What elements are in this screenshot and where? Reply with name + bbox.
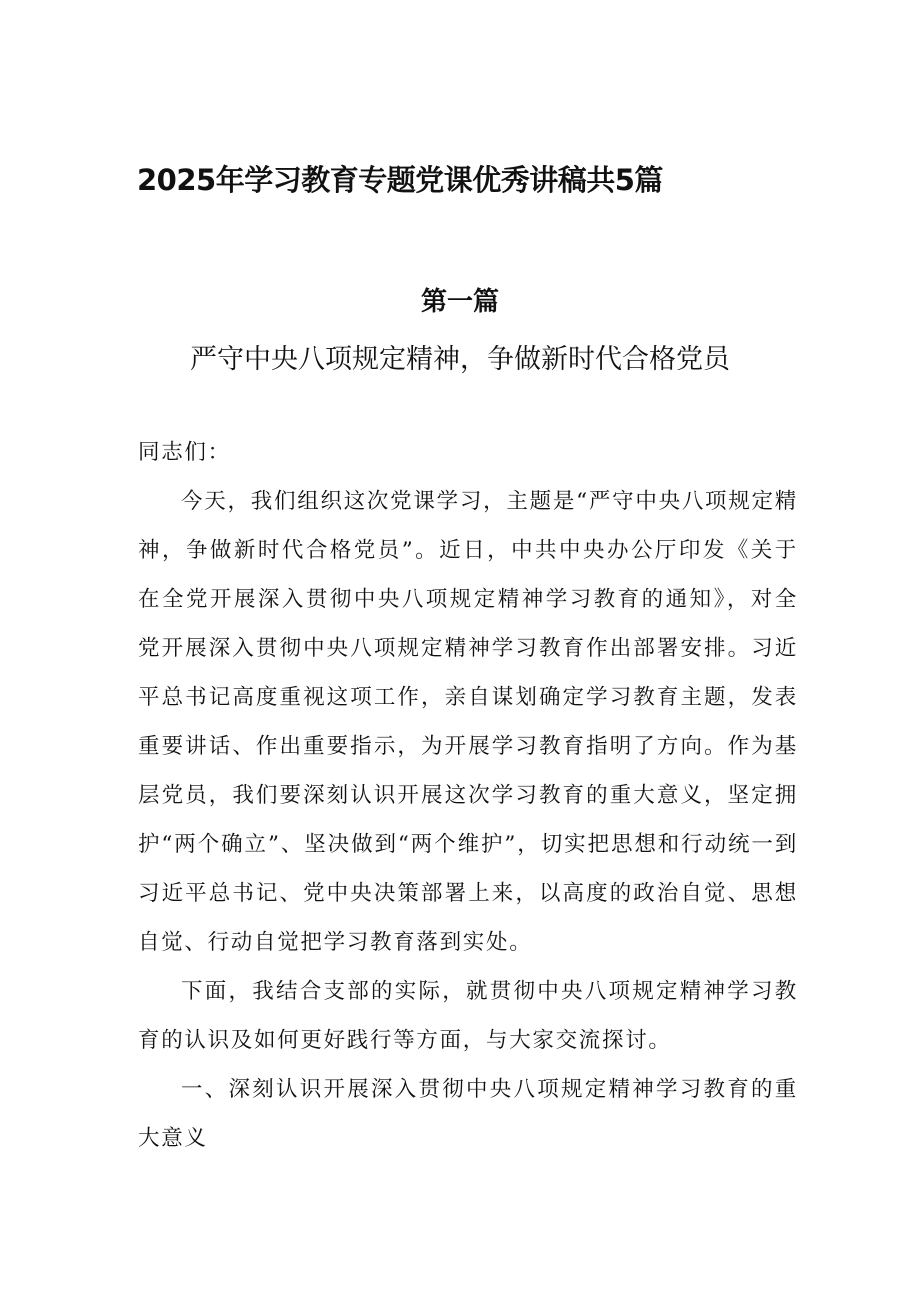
document-title: 2025年学习教育专题党课优秀讲稿共5篇 — [137, 163, 663, 197]
section-title: 严守中央八项规定精神，争做新时代合格党员 — [190, 344, 730, 375]
paragraph-discussion: 下面，我结合支部的实际，就贯彻中央八项规定精神学习教育的认识及如何更好践行等方面，与大家交流探讨。 — [138, 979, 798, 1053]
section-label: 第一篇 — [420, 287, 499, 317]
heading-section-one: 一、深刻认识开展深入贯彻中央八项规定精神学习教育的重大意义 — [138, 1077, 798, 1151]
document-body — [138, 428, 798, 1163]
paragraph-intro: 今天，我们组织这次党课学习，主题是“严守中央八项规定精神，争做新时代合格党员”。近日，中共中央办公厅印发《关于在全党开展深入贯彻中央八项规定精神学习教育的通知》，对全党开展深入贯彻中央八项规定精神学习教育作出部署安排。习近平总书记高度重视这项工作，亲自谋划确定学习教育主题，发表重要讲话、作出重要指示，为开展学习教育指明了方向。作为基层党员，我们要深刻认识开展这次学习教育的重大意义，坚定拥护“两个确立”、坚决做到“两个维护”，切实把思想和行动统一到习近平总书记、党中央决策部署上来，以高度的政治自觉、思想自觉、行动自觉把学习教育落到实处。 — [138, 489, 798, 955]
salutation: 同志们： — [138, 440, 231, 465]
